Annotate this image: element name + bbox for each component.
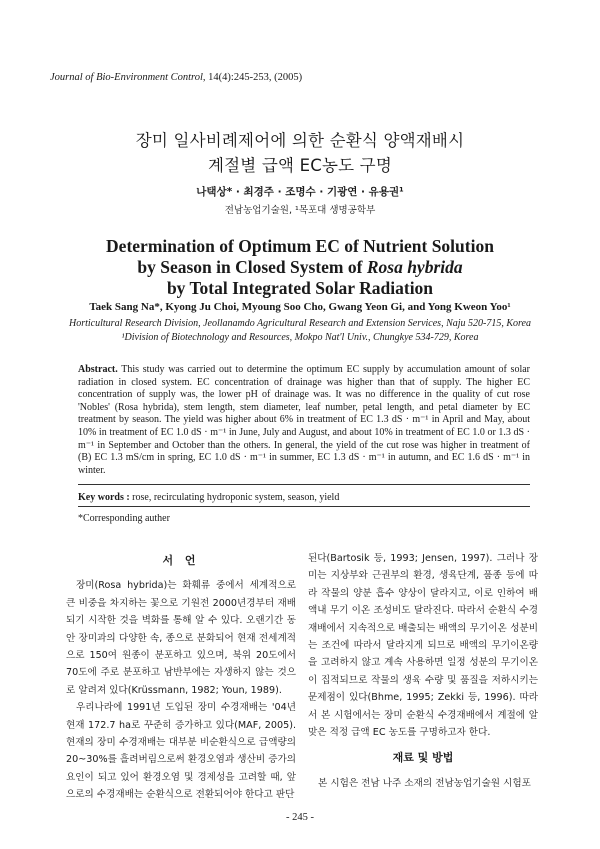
paragraph: 된다(Bartosik 등, 1993; Jensen, 1997). 그러나 장미는 지상부와 근권부의 환경, 생육단계, 품종 등에 따라 작물의 양분 흡수 양상이 달라지고, 이로 인하여 배액내 무기 이온 조성비도 달라진다. 따라서 순환식 수경재배에서 지속적으로 배출되는 배액의 무기이온 성분비는 조건에 따라서 달라지게 되므로 배액의 무기이온량을 고려하지 않고 계속 사용하면 일정 성분의 무기이온이 집적되므로 작물의 생육 수량 및 품질을 저하시키는 문제점이 있다(Bhme, 1995; Zekki 등, 1996). 따라서 본 시험에서는 장미 순환식 수경재배에서 계절에 알맞은 적정 급액 EC 농도를 구명하고자 한다. bbox=[308, 553, 538, 739]
english-title bbox=[0, 236, 600, 299]
english-affiliation-line-1: Horticultural Research Division, Jeollanamdo Agricultural Research and Extension Services, Naju 520-715, Korea bbox=[69, 318, 531, 329]
english-authors: Taek Sang Na*, Kyong Ju Choi, Myoung Soo Cho, Gwang Yeon Gi, and Yong Kweon Yoo¹ bbox=[89, 301, 511, 313]
paragraph: 우리나라에 1991년 도입된 장미 수경재배는 '04년 현재 172.7 ha로 꾸준히 증가하고 있다(MAF, 2005). 현재의 장미 수경재배는 대부분 비순환식으로 급액량의 20~30%를 흘려버림으로써 환경오염과 생산비 증가의 요인이 되고 있어 환경오염 및 경제성을 고려할 때, 앞으로의 수경재배는 순환식으로 전환되어야 한다고 판단 bbox=[66, 702, 296, 801]
section-heading-introduction: 서 언 bbox=[162, 554, 200, 567]
korean-title-line-2: 계절별 급액 EC농도 구명 bbox=[208, 156, 392, 175]
divider-bottom bbox=[78, 506, 530, 507]
paragraph: 본 시험은 전남 나주 소재의 전남농업기술원 시험포 bbox=[318, 777, 531, 789]
english-affiliation-line-2: ¹Division of Biotechnology and Resources, Mokpo Nat'l Univ., Chungkye 534-729, Korea bbox=[121, 332, 479, 343]
body-right-column bbox=[308, 550, 538, 792]
body-left-column bbox=[66, 550, 296, 804]
divider-top bbox=[78, 484, 530, 485]
keywords-label: Key words : bbox=[78, 492, 130, 503]
keywords-text: rose, recirculating hydroponic system, season, yield bbox=[132, 492, 340, 503]
english-affiliation bbox=[0, 317, 600, 345]
section-heading-methods: 재료 및 방법 bbox=[392, 751, 454, 765]
corresponding-author-note: *Corresponding auther bbox=[78, 513, 170, 524]
korean-title bbox=[0, 128, 600, 178]
korean-authors: 나택상* · 최경주 · 조명수 · 기광연 · 유용권¹ bbox=[196, 186, 404, 198]
species-name: Rosa hybrida bbox=[366, 257, 463, 277]
keywords bbox=[78, 492, 339, 503]
journal-citation bbox=[50, 72, 302, 83]
abstract-label: Abstract. bbox=[78, 364, 118, 375]
journal-issue: 14(4):245-253, (2005) bbox=[208, 72, 303, 83]
english-title-line-1: Determination of Optimum EC of Nutrient Solution bbox=[106, 236, 494, 256]
english-title-line-3: by Total Integrated Solar Radiation bbox=[166, 278, 434, 298]
journal-name: Journal of Bio-Environment Control, bbox=[50, 72, 206, 83]
abstract bbox=[78, 364, 530, 477]
english-title-line-2-text: by Season in Closed System of bbox=[137, 257, 367, 277]
abstract-text: This study was carried out to determine the optimum EC supply by accumulation amount of solar radiation in closed system. EC concentration of drainage was higher than that of supply. The higher EC concentration of supply was, the lower pH of drainage was. It was no difference in the quality of cut rose 'Nobles' (Rosa hybrida), stem length, stem diameter, leaf number, petal length, and petal diameter by EC treatment by season. The yield was higher about 6% in treatment of EC 1.3 dS · m⁻¹ in April and May, about 10% in treatment of EC 1.0 dS · m⁻¹ in June, July and August, and about 10% in treatment of EC 1.0 or 1.3 dS · m⁻¹ in September and October than the others. In general, the yield of the cut rose was higher in treatment of (B) EC 1.3 mS/cm in spring, EC 1.0 dS · m⁻¹ in summer, EC 1.3 dS · m⁻¹ in autumn, and EC 1.6 dS · m⁻¹ in winter. bbox=[78, 364, 530, 476]
paragraph: 장미(Rosa hybrida)는 화훼류 중에서 세계적으로 큰 비중을 차지하는 꽃으로 기원전 2000년경부터 재배되기 시작한 것을 벽화를 통해 알 수 있다. 오랜기간 동안 장미과의 다양한 속, 종으로 분화되어 현재 전세계적으로 150여 원종이 분포하고 있으며, 북위 20도에서 70도에 주로 분포하고 남반부에는 자생하지 않는 것으로 알려져 있다(Krüssmann, 1982; Youn, 1989). bbox=[66, 580, 296, 696]
korean-affiliation: 전남농업기술원, ¹목포대 생명공학부 bbox=[224, 205, 376, 216]
page-number: - 245 - bbox=[286, 812, 314, 823]
korean-title-line-1: 장미 일사비례제어에 의한 순환식 양액재배시 bbox=[135, 131, 465, 150]
english-title-line-2 bbox=[0, 257, 600, 278]
